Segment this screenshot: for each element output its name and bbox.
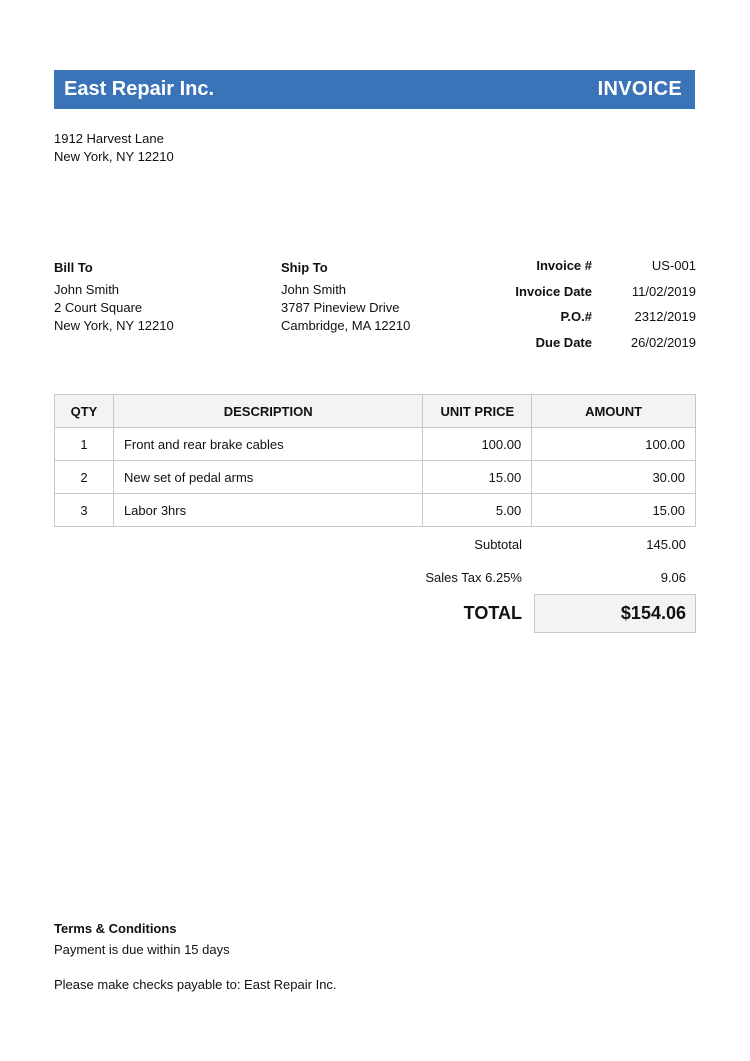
- meta-value: 26/02/2019: [630, 334, 696, 350]
- table-row: [55, 494, 696, 527]
- meta-value: 2312/2019: [634, 309, 696, 325]
- address-line-1: 1912 Harvest Lane: [54, 131, 164, 146]
- cell-description: New set of pedal arms: [113, 461, 422, 494]
- subtotal-label: Subtotal: [474, 537, 522, 552]
- bill-to-line-1: 2 Court Square: [54, 300, 143, 315]
- ship-to-name: John Smith: [281, 282, 347, 297]
- meta-row-due-date: [470, 335, 696, 361]
- cell-amount: 15.00: [532, 494, 696, 527]
- ship-to-line-1: 3787 Pineview Drive: [281, 300, 400, 315]
- bill-to-block: [54, 259, 174, 335]
- cell-amount: 100.00: [532, 428, 696, 461]
- cell-description: Front and rear brake cables: [113, 428, 422, 461]
- totals-section: [54, 528, 696, 634]
- terms-line-2: Please make checks payable to: East Repair Inc.: [54, 977, 337, 992]
- table-row: [55, 461, 696, 494]
- bill-to-title: Bill To: [54, 260, 93, 275]
- tax-row: [54, 561, 696, 594]
- meta-value: 11/02/2019: [631, 283, 696, 299]
- subtotal-value: 145.00: [646, 537, 686, 552]
- cell-qty: 1: [55, 428, 114, 461]
- terms-title: Terms & Conditions: [54, 921, 177, 936]
- subtotal-row: [54, 528, 696, 561]
- cell-qty: 2: [55, 461, 114, 494]
- table-row: [55, 428, 696, 461]
- terms-section: [54, 918, 230, 960]
- column-header-amount: AMOUNT: [532, 395, 696, 428]
- total-row: [54, 594, 696, 634]
- line-items-table: [54, 394, 696, 527]
- company-name: East Repair Inc.: [64, 78, 215, 100]
- column-header-qty: QTY: [55, 395, 114, 428]
- cell-qty: 3: [55, 494, 114, 527]
- tax-value: 9.06: [660, 570, 686, 585]
- cell-amount: 30.00: [532, 461, 696, 494]
- ship-to-title: Ship To: [281, 260, 328, 275]
- invoice-header-bar: [54, 70, 695, 109]
- total-label: TOTAL: [463, 603, 522, 623]
- address-line-2: New York, NY 12210: [54, 149, 174, 164]
- total-value: $154.06: [620, 603, 686, 623]
- bill-to-line-2: New York, NY 12210: [54, 318, 174, 333]
- company-address: [54, 130, 174, 166]
- meta-row-invoice-date: [470, 284, 696, 310]
- ship-to-line-2: Cambridge, MA 12210: [281, 318, 411, 333]
- tax-label: Sales Tax 6.25%: [425, 570, 522, 585]
- cell-unit-price: 5.00: [423, 494, 532, 527]
- cell-unit-price: 15.00: [423, 461, 532, 494]
- column-header-description: DESCRIPTION: [113, 395, 422, 428]
- meta-label: P.O.#: [560, 309, 592, 325]
- table-header-row: [55, 395, 696, 428]
- bill-to-name: John Smith: [54, 282, 120, 297]
- invoice-meta: [470, 258, 696, 360]
- meta-label: Invoice #: [536, 258, 592, 273]
- meta-row-po: [470, 309, 696, 335]
- meta-value: US-001: [651, 258, 696, 273]
- column-header-unit-price: UNIT PRICE: [423, 395, 532, 428]
- meta-label: Invoice Date: [515, 283, 592, 299]
- meta-label: Due Date: [535, 334, 592, 350]
- cell-description: Labor 3hrs: [113, 494, 422, 527]
- document-type: INVOICE: [597, 78, 682, 100]
- ship-to-block: [281, 259, 410, 335]
- cell-unit-price: 100.00: [423, 428, 532, 461]
- terms-line-1: Payment is due within 15 days: [54, 942, 230, 957]
- meta-row-invoice-number: [470, 258, 696, 284]
